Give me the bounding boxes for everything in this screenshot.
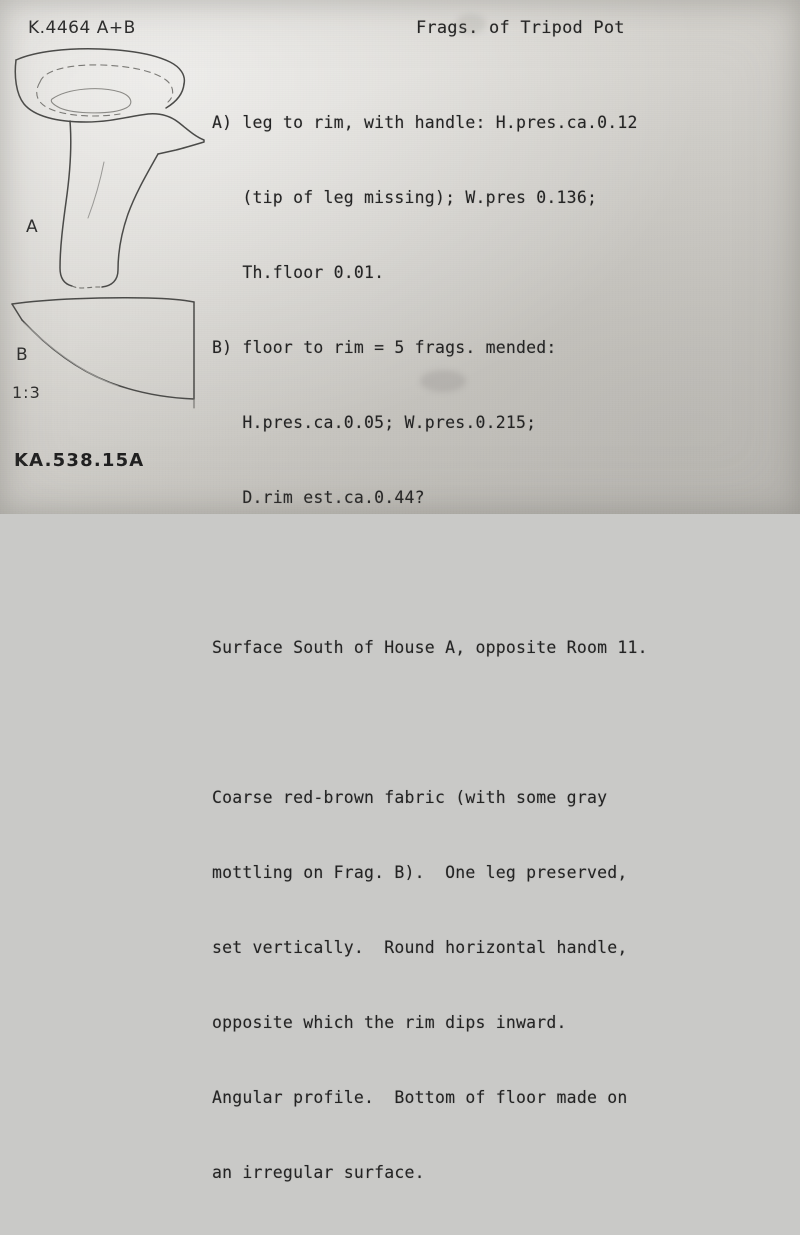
profile-drawing-b	[8, 290, 213, 430]
text-gap	[212, 560, 787, 585]
scale-label: 1:3	[12, 383, 41, 402]
text-line: mottling on Frag. B). One leg preserved,	[212, 863, 628, 882]
description-text	[212, 60, 787, 1235]
text-line: Coarse red-brown fabric (with some gray	[212, 788, 608, 807]
text-line: set vertically. Round horizontal handle,	[212, 938, 628, 957]
text-line: an irregular surface.	[212, 1163, 425, 1182]
archive-number: KA.538.15A	[14, 450, 145, 471]
text-line: opposite which the rim dips inward.	[212, 1013, 567, 1032]
text-line: A) leg to rim, with handle: H.pres.ca.0.12	[212, 113, 638, 132]
profile-drawing-a	[8, 42, 213, 292]
text-gap	[212, 710, 787, 735]
text-line: Th.floor 0.01.	[212, 263, 385, 282]
text-line: B) floor to rim = 5 frags. mended:	[212, 338, 557, 357]
text-line: Surface South of House A, opposite Room 11.	[212, 638, 648, 657]
text-line: (tip of leg missing); W.pres 0.136;	[212, 188, 598, 207]
text-line: Angular profile. Bottom of floor made on	[212, 1088, 628, 1107]
catalog-number: K.4464 A+B	[28, 18, 136, 38]
text-line: D.rim est.ca.0.44?	[212, 488, 425, 507]
drawing-b-label: B	[16, 345, 29, 365]
page-title: Frags. of Tripod Pot	[416, 18, 625, 38]
text-line: H.pres.ca.0.05; W.pres.0.215;	[212, 413, 537, 432]
drawing-a-label: A	[26, 217, 39, 237]
